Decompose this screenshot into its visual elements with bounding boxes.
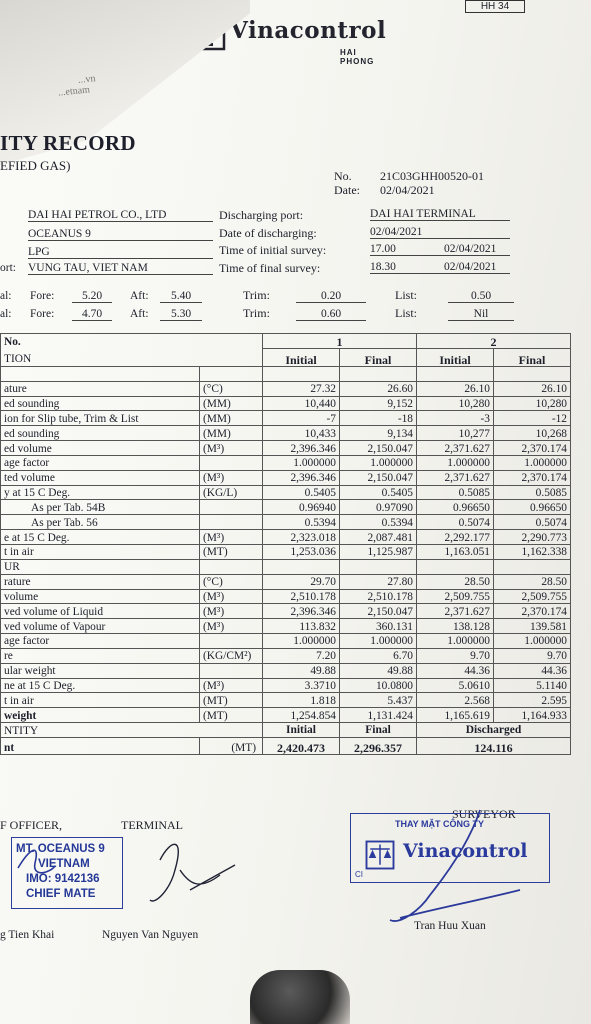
row-label: weight	[1, 708, 200, 723]
row-unit	[200, 634, 263, 649]
row-value	[340, 366, 417, 381]
row-label: ne at 15 C Deg.	[1, 678, 200, 693]
stamp-line-1: MT. OCEANUS 9	[16, 843, 105, 855]
surveyor-signature-icon	[370, 800, 570, 930]
row-unit: (M³)	[200, 619, 263, 634]
page-code: HH 34	[465, 0, 525, 13]
row-label: ion for Slip tube, Trim & List	[1, 411, 200, 426]
row-value: 2,150.047	[340, 441, 417, 456]
table-row	[1, 693, 571, 708]
row-unit: (KG/L)	[200, 485, 263, 500]
row-value	[417, 559, 494, 574]
table-row	[1, 455, 571, 470]
total-initial: 2,420.473	[263, 737, 340, 754]
row-value: 10,280	[417, 396, 494, 411]
row-unit: (MM)	[200, 426, 263, 441]
table-header-phases	[1, 348, 571, 366]
row-value: 9,152	[340, 396, 417, 411]
row-value: 0.5085	[417, 485, 494, 500]
row-value: 44.36	[417, 663, 494, 678]
final-header-1: Final	[340, 348, 417, 366]
signer-name-2: Nguyen Van Nguyen	[102, 929, 199, 941]
row-value: 2,396.346	[263, 470, 340, 485]
draft2-aft-label: Aft:	[130, 308, 149, 320]
stamp-line-3: IMO: 9142136	[26, 873, 100, 885]
row-label: ed sounding	[1, 396, 200, 411]
table-row	[1, 426, 571, 441]
total-final: 2,296.357	[340, 737, 417, 754]
table-row	[1, 470, 571, 485]
row-label: t in air	[1, 693, 200, 708]
trim1-value: 0.20	[296, 290, 366, 303]
row-unit: (MT)	[200, 693, 263, 708]
row-value: 10.0800	[340, 678, 417, 693]
row-value: 2,290.773	[494, 530, 571, 545]
row-value: 10,433	[263, 426, 340, 441]
date-discharging-label: Date of discharging:	[219, 226, 317, 240]
total-row	[1, 737, 571, 754]
row-value: 9.70	[417, 648, 494, 663]
row-label: age factor	[1, 455, 200, 470]
row-value: 2,292.177	[417, 530, 494, 545]
draft2-fore: 4.70	[72, 308, 112, 321]
table-row	[1, 634, 571, 649]
row-value: 1.000000	[340, 634, 417, 649]
row-label: age factor	[1, 634, 200, 649]
no-value: 21C03GHH00520-01	[380, 169, 484, 183]
initial-header-1: Initial	[263, 348, 340, 366]
row-value: 1.000000	[417, 455, 494, 470]
brand-name: Vinacontrol	[230, 17, 387, 44]
table-row	[1, 500, 571, 515]
row-label: UR	[1, 559, 200, 574]
row-value	[417, 366, 494, 381]
row-unit: (M³)	[200, 441, 263, 456]
row-label: ved volume of Liquid	[1, 604, 200, 619]
total-unit: (MT)	[200, 737, 263, 754]
draft1-fore: 5.20	[72, 290, 112, 303]
row-value: 2,370.174	[494, 470, 571, 485]
date-discharging: 02/04/2021	[370, 226, 510, 239]
row-value: 1,163.051	[417, 544, 494, 559]
row-unit: (MM)	[200, 411, 263, 426]
row-label: t in air	[1, 544, 200, 559]
row-value	[494, 366, 571, 381]
brand-branch: HAI PHONG	[340, 48, 375, 66]
draft2-fore-label: Fore:	[30, 308, 55, 320]
curl-text-1: ...vn	[77, 73, 97, 86]
row-label: volume	[1, 589, 200, 604]
row-unit: (M³)	[200, 589, 263, 604]
table-row	[1, 396, 571, 411]
stamp2-brand: Vinacontrol	[403, 840, 528, 862]
row-value: 27.80	[340, 574, 417, 589]
tank2-header: 2	[417, 334, 571, 349]
row-value: 2,510.178	[340, 589, 417, 604]
table-row	[1, 411, 571, 426]
terminal-label: TERMINAL	[121, 818, 183, 832]
signer-name-1: g Tien Khai	[0, 929, 55, 941]
row-value: 1.000000	[494, 634, 571, 649]
discharging-port: DAI HAI TERMINAL	[370, 208, 510, 221]
table-row	[1, 589, 571, 604]
table-row	[1, 648, 571, 663]
curl-text-2: ...etnam	[57, 84, 91, 99]
trim2-value: 0.60	[296, 308, 366, 321]
draft1-fore-label: Fore:	[30, 290, 55, 302]
row-value: 27.32	[263, 381, 340, 396]
row-value: 2,510.178	[263, 589, 340, 604]
row-unit: (M³)	[200, 470, 263, 485]
row-value: 28.50	[417, 574, 494, 589]
row-value: 2,150.047	[340, 470, 417, 485]
table-row	[1, 678, 571, 693]
stamp-line-2: VIETNAM	[38, 858, 90, 870]
row-value: 10,280	[494, 396, 571, 411]
table-row	[1, 515, 571, 530]
row-value: -12	[494, 411, 571, 426]
row-value: 1.000000	[263, 455, 340, 470]
row-value: 29.70	[263, 574, 340, 589]
row-value: 0.5074	[417, 515, 494, 530]
signer-name-3: Tran Huu Xuan	[414, 920, 486, 932]
row-value: 1,131.424	[340, 708, 417, 723]
draft1-aft-label: Aft:	[130, 290, 149, 302]
row-value: 1.000000	[340, 455, 417, 470]
final-header-2: Final	[494, 348, 571, 366]
row-unit: (°C)	[200, 574, 263, 589]
row-value: 360.131	[340, 619, 417, 634]
row-value: 1,165.619	[417, 708, 494, 723]
quantity-table	[0, 333, 571, 755]
row-value: 2,370.174	[494, 441, 571, 456]
document-subtitle: EFIED GAS)	[0, 158, 71, 173]
row-value: 0.5405	[263, 485, 340, 500]
row-value: 1.000000	[494, 455, 571, 470]
row-value: 2,509.755	[417, 589, 494, 604]
row-value: 5.437	[340, 693, 417, 708]
row-value: 49.88	[263, 663, 340, 678]
row-value: 5.0610	[417, 678, 494, 693]
list2-value: Nil	[448, 308, 514, 321]
initial-survey-label: Time of initial survey:	[219, 243, 327, 257]
row-value	[340, 559, 417, 574]
row-value: 0.96650	[417, 500, 494, 515]
row-value: 9.70	[494, 648, 571, 663]
cargo-name: LPG	[28, 246, 213, 259]
row-unit	[200, 559, 263, 574]
terminal-signature-icon	[140, 830, 250, 920]
row-label: ed sounding	[1, 426, 200, 441]
table-row	[1, 544, 571, 559]
loading-port: VUNG TAU, VIET NAM	[28, 262, 213, 275]
row-value: 10,440	[263, 396, 340, 411]
row-value: 2,371.627	[417, 604, 494, 619]
q-discharged-header: Discharged	[417, 723, 571, 738]
no-label: No.	[334, 169, 352, 183]
final-date: 02/04/2021	[444, 261, 497, 273]
draft1-aft: 5.40	[160, 290, 202, 303]
row-value: 2,396.346	[263, 441, 340, 456]
initial-header-2: Initial	[417, 348, 494, 366]
row-value: 2,371.627	[417, 470, 494, 485]
row-unit	[200, 366, 263, 381]
row-value: 2,323.018	[263, 530, 340, 545]
row-value: 26.10	[494, 381, 571, 396]
q-initial-header: Initial	[263, 723, 340, 738]
trim2-label: Trim:	[243, 306, 270, 320]
list1-label: List:	[395, 288, 418, 302]
row-unit	[200, 515, 263, 530]
row-value: 10,268	[494, 426, 571, 441]
row-value: 26.60	[340, 381, 417, 396]
row-value: 1.000000	[417, 634, 494, 649]
row-value: 0.96650	[494, 500, 571, 515]
table-row	[1, 441, 571, 456]
row-value: 0.96940	[263, 500, 340, 515]
initial-date: 02/04/2021	[444, 243, 497, 255]
row-value: -18	[340, 411, 417, 426]
row-value: 2,087.481	[340, 530, 417, 545]
row-value: 138.128	[417, 619, 494, 634]
date-value: 02/04/2021	[380, 183, 435, 197]
row-unit: (MM)	[200, 396, 263, 411]
row-value: -3	[417, 411, 494, 426]
total-label: nt	[1, 737, 200, 754]
table-row	[1, 604, 571, 619]
stamp-line-4: CHIEF MATE	[26, 888, 96, 900]
trim1-label: Trim:	[243, 288, 270, 302]
row-unit	[200, 455, 263, 470]
table-row	[1, 619, 571, 634]
row-unit: (°C)	[200, 381, 263, 396]
row-value: 1,254.854	[263, 708, 340, 723]
row-unit: (M³)	[200, 530, 263, 545]
row-value: 28.50	[494, 574, 571, 589]
row-value: 0.5074	[494, 515, 571, 530]
row-unit: (MT)	[200, 708, 263, 723]
table-row	[1, 530, 571, 545]
row-value: 1,253.036	[263, 544, 340, 559]
document-title: ITY RECORD	[0, 131, 136, 155]
draft1-label: al:	[0, 290, 12, 302]
row-value: 2,371.627	[417, 441, 494, 456]
draft2-label: al:	[0, 308, 12, 320]
row-value	[263, 366, 340, 381]
row-value: 1,125.987	[340, 544, 417, 559]
draft2-aft: 5.30	[160, 308, 202, 321]
table-row	[1, 381, 571, 396]
row-value: 1.000000	[263, 634, 340, 649]
row-value: 0.5394	[340, 515, 417, 530]
table-row	[1, 663, 571, 678]
row-unit: (KG/CM²)	[200, 648, 263, 663]
row-value: 0.97090	[340, 500, 417, 515]
table-row	[1, 708, 571, 723]
row-value: -7	[263, 411, 340, 426]
row-unit: (M³)	[200, 604, 263, 619]
stamp2-top: THAY MẶT CÔNG TY	[395, 819, 485, 829]
row-value: 0.5085	[494, 485, 571, 500]
vessel-name: OCEANUS 9	[28, 228, 213, 241]
row-value: 0.5405	[340, 485, 417, 500]
table-row	[1, 559, 571, 574]
row-value: 1,162.338	[494, 544, 571, 559]
total-discharged: 124.116	[417, 737, 571, 754]
shipper-name: DAI HAI PETROL CO., LTD	[28, 209, 213, 222]
tank1-header: 1	[263, 334, 417, 349]
surveyor-label: SURVEYOR	[452, 807, 516, 821]
row-label: ed volume	[1, 441, 200, 456]
row-value: 2,509.755	[494, 589, 571, 604]
row-label: As per Tab. 56	[1, 515, 200, 530]
row-value	[494, 559, 571, 574]
row-label: ted volume	[1, 470, 200, 485]
row-label: rature	[1, 574, 200, 589]
object-in-foreground	[250, 970, 350, 1024]
row-value: 49.88	[340, 663, 417, 678]
stamp2-ci: CI	[355, 870, 363, 879]
row-label	[1, 366, 200, 381]
table-row	[1, 574, 571, 589]
row-value: 3.3710	[263, 678, 340, 693]
port-label: ort:	[0, 262, 16, 274]
initial-time: 17.00	[370, 243, 510, 256]
row-value: 7.20	[263, 648, 340, 663]
row-label: y at 15 C Deg.	[1, 485, 200, 500]
row-value: 26.10	[417, 381, 494, 396]
row-value: 9,134	[340, 426, 417, 441]
no-header: No.	[1, 334, 263, 349]
row-value: 2.595	[494, 693, 571, 708]
quantity-label: NTITY	[1, 723, 263, 738]
row-value: 44.36	[494, 663, 571, 678]
row-value: 113.832	[263, 619, 340, 634]
quantity-header-row	[1, 723, 571, 738]
discharging-port-label: Discharging port:	[219, 208, 304, 222]
table-header-tanks	[1, 334, 571, 349]
list1-value: 0.50	[448, 290, 514, 303]
date-label: Date:	[334, 183, 360, 197]
final-time: 18.30	[370, 261, 510, 274]
table-row	[1, 366, 571, 381]
row-value: 10,277	[417, 426, 494, 441]
row-value: 6.70	[340, 648, 417, 663]
row-value: 1,164.933	[494, 708, 571, 723]
q-final-header: Final	[340, 723, 417, 738]
row-value	[263, 559, 340, 574]
row-unit	[200, 663, 263, 678]
row-label: re	[1, 648, 200, 663]
row-value: 2,396.346	[263, 604, 340, 619]
final-survey-label: Time of final survey:	[219, 261, 321, 275]
row-value: 2,370.174	[494, 604, 571, 619]
row-label: ular weight	[1, 663, 200, 678]
row-value: 1.818	[263, 693, 340, 708]
row-value: 2.568	[417, 693, 494, 708]
row-value: 5.1140	[494, 678, 571, 693]
row-label: e at 15 C Deg.	[1, 530, 200, 545]
row-value: 0.5394	[263, 515, 340, 530]
tion-header: TION	[1, 348, 263, 366]
officer-signature-icon	[10, 838, 140, 898]
table-row	[1, 485, 571, 500]
row-label: As per Tab. 54B	[1, 500, 200, 515]
list2-label: List:	[395, 306, 418, 320]
officer-label: F OFFICER,	[0, 818, 63, 832]
row-unit: (MT)	[200, 544, 263, 559]
row-unit: (M³)	[200, 678, 263, 693]
row-unit	[200, 500, 263, 515]
row-label: ved volume of Vapour	[1, 619, 200, 634]
row-label: ature	[1, 381, 200, 396]
row-value: 139.581	[494, 619, 571, 634]
row-value: 2,150.047	[340, 604, 417, 619]
